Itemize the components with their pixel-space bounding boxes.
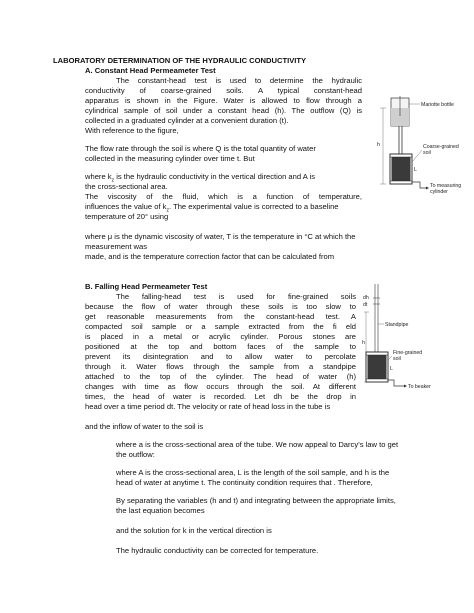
section-b-line: through it. Water flows through the sample from a standpipe (85, 362, 356, 371)
influences-rest: . The experimental value is corrected to a baseline (168, 202, 339, 211)
section-a-line: collected in a graduated cylinder at a convenient duration (t). (85, 116, 289, 125)
doc-title: LABORATORY DETERMINATION OF THE HYDRAULIC CONDUCTIVITY (53, 56, 307, 65)
figure-a-bottle-label: Mariotte bottle (421, 102, 454, 108)
figure-b-soil-label-1: Fine-grained (393, 350, 423, 356)
section-b-line: By separating the variables (h and t) and integrating between the appropriate limits, (116, 496, 396, 505)
figure-b-l-label: L (390, 366, 393, 372)
figure-b-standpipe-label: Standpipe (385, 322, 409, 328)
section-b-line: head of water at anytime t. The continuity condition requires that . Therefore, (116, 478, 373, 487)
figure-a-h-label: h (377, 142, 380, 148)
section-b-line: and the inflow of water to the soil is (85, 422, 204, 431)
section-b-line: head over a time period dt. The velocity or rate of head loss in the tube is (85, 402, 331, 411)
section-b-heading: B. Falling Head Permeameter Test (85, 282, 208, 291)
head-dimension (380, 108, 386, 184)
figure-b-h-label: h (362, 340, 365, 346)
section-a-line: collected in the measuring cylinder over time t. But (85, 154, 255, 163)
beaker-pipe-shape (388, 380, 407, 388)
section-a-line: The viscosity of the fluid, which is a function of temperature, (85, 192, 362, 201)
section-b-line: is placed in a metal or acrylic cylinder. Porous stones are (85, 332, 356, 341)
section-b-line: where a is the cross-sectional area of the tube. We now appeal to Darcy’s law to get (116, 440, 399, 449)
section-a-line: where μ is the dynamic viscosity of water, T is the temperature in °C at which the (85, 232, 356, 241)
where-k-text: where k (85, 172, 112, 181)
fine-soil-cylinder-shape (366, 352, 388, 382)
subscript-z: z (166, 207, 169, 214)
section-b-line: attached to the top of the cylinder. The head of water (h) (85, 372, 356, 381)
section-a-line: measurement was (85, 242, 148, 251)
section-b-line: The hydraulic conductivity can be corrected for temperature. (116, 546, 319, 555)
section-a-line: apparatus is shown in the Figure. Water is allowed to flow through a (85, 96, 362, 105)
soil-cylinder-shape (390, 154, 412, 184)
mariotte-bottle-shape (391, 96, 409, 126)
influences-text: influences the value of k (85, 202, 167, 211)
section-a-line: The constant-head test is used to determine the hydraulic (116, 76, 362, 85)
section-b-line: the last equation becomes (116, 506, 205, 515)
section-a-line: The flow rate through the soil is where Q is the total quantity of water (85, 144, 316, 153)
section-b-line: the outflow: (116, 450, 155, 459)
section-b-line: changes with time as flow occurs through the soil. At different (85, 382, 356, 391)
figure-a-soil-label-2: soil (423, 150, 431, 156)
figure-b-dh-label-1: dh (363, 295, 369, 301)
subscript-z: z (111, 177, 115, 184)
section-a-line: conductivity of coarse-grained soils. A typical constant-head (85, 86, 362, 95)
section-b-line: The falling-head test is used for fine-grained soils (116, 292, 356, 301)
standpipe-shape (373, 284, 380, 352)
figure-a-out-label-2: cylinder (430, 189, 448, 195)
outflow-pipe-shape (412, 182, 429, 190)
figure-b-dh-label-2: dt (363, 302, 368, 308)
figure-a-out-label-1: To measuring (430, 183, 462, 189)
section-b-line: and the solution for k in the vertical direction is (116, 526, 272, 535)
section-a-line: the cross-sectional area. (85, 182, 168, 191)
section-a-line: cylindrical sample of soil under a constant head (h). The outflow (Q) is (85, 106, 362, 115)
section-a-heading: A. Constant Head Permeameter Test (85, 66, 216, 75)
figure-a-soil-label-1: Coarse-grained (423, 144, 459, 150)
section-b-line: prevent its disintegration and to allow water to percolate (85, 352, 356, 361)
where-k-rest: is the hydraulic conductivity in the vertical direction and A is (114, 172, 316, 181)
falling-head-figure (362, 284, 458, 394)
section-b-line: where A is the cross-sectional area, L is the length of the soil sample, and h is the (116, 468, 390, 477)
section-b-line: because the flow of water through these soils is too slow to (85, 302, 356, 311)
section-b-line: positioned at the top and bottom faces of the sample to (85, 342, 356, 351)
section-a-line: temperature of 20° using (85, 212, 169, 221)
section-a-line: With reference to the figure, (85, 126, 179, 135)
section-b-line: times, the head of water is recorded. Let dh be the drop in (85, 392, 356, 401)
figure-b-soil-label-2: soil (393, 356, 401, 362)
section-a-line: made, and is the temperature correction factor that can be calculated from (85, 252, 335, 261)
figure-a-l-label: L (414, 167, 417, 173)
section-b-line: compacted soil sample or a sample extracted from the fi eld (85, 322, 356, 331)
section-b-line: get reasonable measurements from the constant-head test. A (85, 312, 356, 321)
figure-b-out-label: To beaker (408, 384, 431, 390)
constant-head-figure (374, 96, 468, 196)
supply-tube-shape (399, 126, 402, 154)
